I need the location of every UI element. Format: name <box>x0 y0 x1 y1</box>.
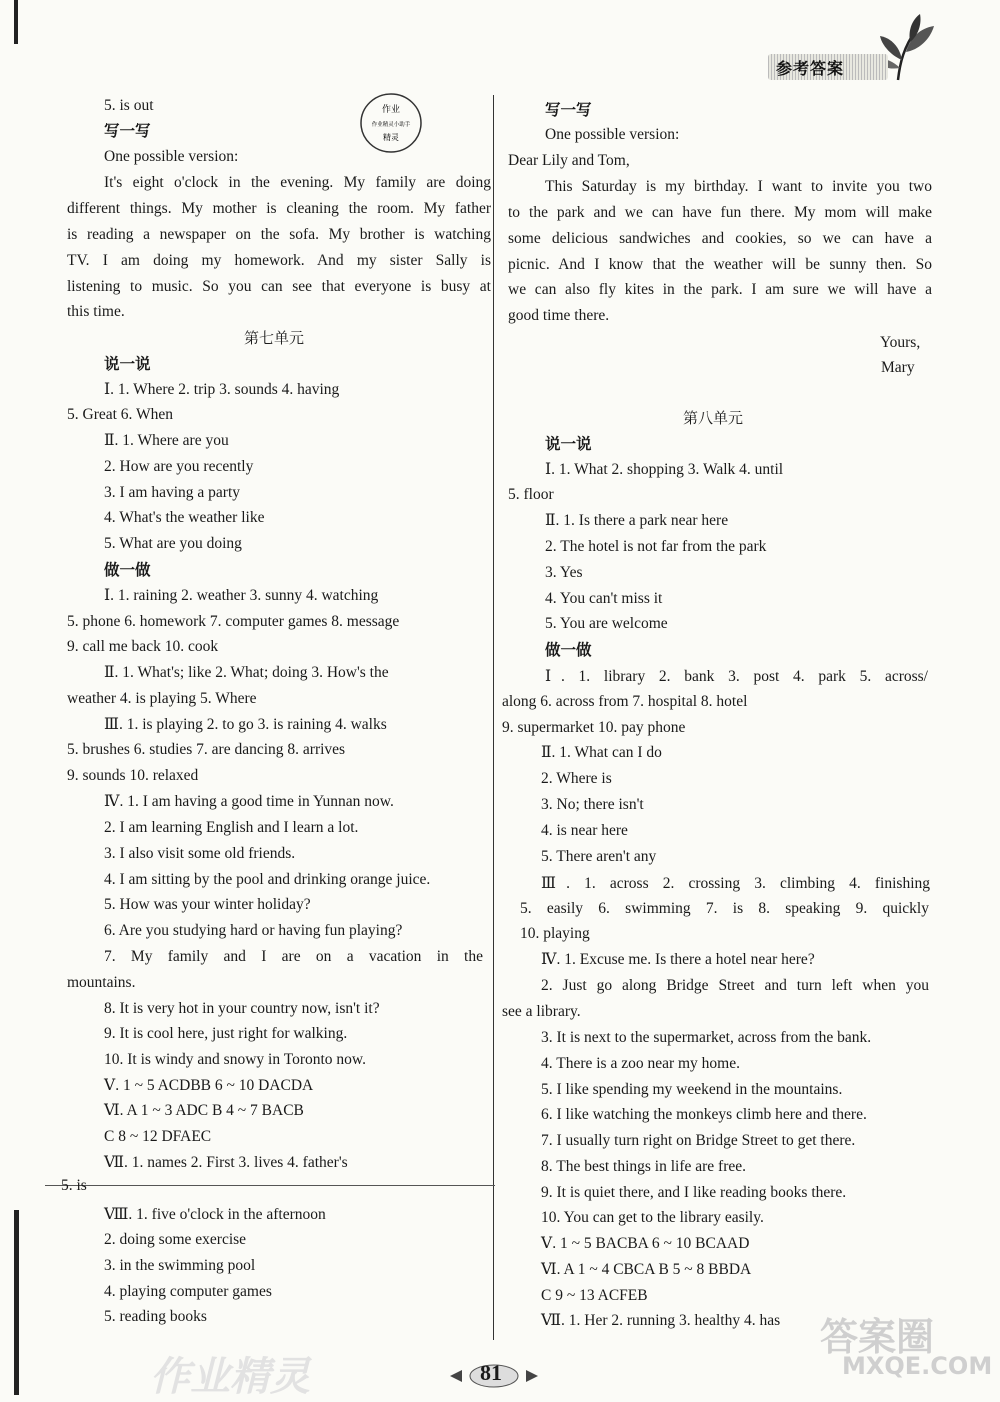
answer-line: 3. It is next to the supermarket, across from the bank. <box>541 1029 872 1046</box>
answer-line: One possible version: <box>545 126 680 143</box>
answer-line: 2. doing some exercise <box>104 1231 247 1248</box>
answer-line: 5. brushes 6. studies 7. are dancing 8. arrives <box>67 741 346 758</box>
answer-line: 9. It is quiet there, and I like reading books there. <box>541 1184 847 1201</box>
column-divider <box>493 95 494 1340</box>
answer-line: mountains. <box>67 974 136 991</box>
unit-heading: 第八单元 <box>683 409 744 427</box>
answer-line: 4. You can't miss it <box>545 590 663 607</box>
answer-line: Ⅴ. 1 ~ 5 ACDBB 6 ~ 10 DACDA <box>104 1077 314 1094</box>
answer-line: 3. No; there isn't <box>541 796 644 813</box>
answer-line: 4. playing computer games <box>104 1283 272 1300</box>
answer-line: 9. supermarket 10. pay phone <box>502 719 686 736</box>
svg-text:作业精灵小助手: 作业精灵小助手 <box>371 122 411 128</box>
answer-line: weather 4. is playing 5. Where <box>67 690 257 707</box>
answer-line: Ⅲ. 1. across 2. crossing 3. climbing 4. finishing <box>541 875 930 892</box>
paragraph-line: this time. <box>67 303 125 320</box>
answer-line: Ⅱ. 1. Where are you <box>104 432 229 449</box>
answer-line: 5. is <box>61 1177 87 1194</box>
svg-text:精灵: 精灵 <box>383 133 399 142</box>
section-heading: 写一写 <box>545 101 592 119</box>
answer-line: 2. Just go along Bridge Street and turn left when you <box>541 977 929 994</box>
badge-title: 参考答案 <box>776 59 845 78</box>
letter-signature: Mary <box>881 359 915 376</box>
answer-line: C 9 ~ 13 ACFEB <box>541 1287 648 1304</box>
answer-line: 5. You are welcome <box>545 615 668 632</box>
section-heading: 说一说 <box>104 355 151 373</box>
answer-line: 5. Great 6. When <box>67 406 174 423</box>
answer-line: Ⅰ. 1. Where 2. trip 3. sounds 4. having <box>104 381 340 398</box>
paragraph-line: is reading a newspaper on the sofa. My brother is watching <box>67 226 491 243</box>
answer-line: 9. sounds 10. relaxed <box>67 767 199 784</box>
watermark-text: 作业精灵 <box>150 1354 310 1400</box>
answer-line: 2. The hotel is not far from the park <box>545 538 767 555</box>
answer-line: 6. Are you studying hard or having fun playing? <box>104 922 403 939</box>
answer-line: Ⅵ. A 1 ~ 4 CBCA B 5 ~ 8 BBDA <box>541 1261 752 1278</box>
answer-line: Ⅷ. 1. five o'clock in the afternoon <box>104 1206 326 1223</box>
scan-edge-mark <box>14 0 18 44</box>
paragraph-line: different things. My mother is cleaning the room. My father <box>67 200 491 217</box>
answer-line: 10. playing <box>520 925 590 942</box>
answer-line: Ⅳ. 1. I am having a good time in Yunnan now. <box>104 793 394 810</box>
answer-line: Ⅶ. 1. Her 2. running 3. healthy 4. has <box>541 1312 781 1329</box>
page-number: 81 <box>480 1360 502 1385</box>
answer-line: Ⅰ. 1. What 2. shopping 3. Walk 4. until <box>545 461 784 478</box>
section-heading: 做一做 <box>104 561 151 579</box>
answer-line: 4. I am sitting by the pool and drinking orange juice. <box>104 871 431 888</box>
answer-line: 8. The best things in life are free. <box>541 1158 747 1175</box>
paragraph-line: picnic. And I know that the weather will be sunny then. So <box>508 256 932 273</box>
answer-line: 5. I like spending my weekend in the mountains. <box>541 1081 843 1098</box>
section-heading: 写一写 <box>104 122 151 140</box>
watermark-url: MXQE.COM <box>842 1352 993 1380</box>
answer-line: 9. It is cool here, just right for walking. <box>104 1025 348 1042</box>
answer-line: 3. Yes <box>545 564 583 581</box>
paragraph-line: good time there. <box>508 307 610 324</box>
answer-line: 5. easily 6. swimming 7. is 8. speaking 9. quickly <box>520 900 929 917</box>
answer-line: Ⅱ. 1. Is there a park near here <box>545 512 729 529</box>
answer-line: 7. I usually turn right on Bridge Street to get there. <box>541 1132 856 1149</box>
answer-key-badge <box>768 44 888 80</box>
paragraph-line: some delicious sandwiches and cookies, so we can have a <box>508 230 932 247</box>
answer-line: 5. What are you doing <box>104 535 242 552</box>
answer-line: Ⅳ. 1. Excuse me. Is there a hotel near here? <box>541 951 815 968</box>
answer-line: Ⅵ. A 1 ~ 3 ADC B 4 ~ 7 BACB <box>104 1102 304 1119</box>
page-number-badge <box>446 1358 542 1388</box>
letter-salutation: Dear Lily and Tom, <box>508 152 630 169</box>
section-heading: 做一做 <box>545 641 592 659</box>
answer-line: Ⅶ. 1. names 2. First 3. lives 4. father's <box>104 1154 348 1171</box>
answer-line: Ⅲ. 1. is playing 2. to go 3. is raining 4. walks <box>104 716 387 733</box>
answer-line: see a library. <box>502 1003 581 1020</box>
svg-text:作业: 作业 <box>381 105 401 115</box>
paragraph-line: listening to music. So you can see that everyone is busy at <box>67 278 491 295</box>
footnote-rule <box>45 1185 495 1186</box>
answer-line: 10. It is windy and snowy in Toronto now. <box>104 1051 366 1068</box>
unit-heading: 第七单元 <box>244 329 305 347</box>
answer-line: 6. I like watching the monkeys climb here and there. <box>541 1106 867 1123</box>
answer-line: 5. is out <box>104 97 154 114</box>
answer-line: Ⅰ. 1. raining 2. weather 3. sunny 4. watching <box>104 587 379 604</box>
answer-line: Ⅱ. 1. What can I do <box>541 744 662 761</box>
paragraph-line: TV. I am doing my homework. And my sister Sally is <box>67 252 491 269</box>
answer-line: 5. There aren't any <box>541 848 657 865</box>
answer-line: 4. What's the weather like <box>104 509 265 526</box>
answer-line: 5. phone 6. homework 7. computer games 8. message <box>67 613 400 630</box>
answer-line: Ⅱ. 1. What's; like 2. What; doing 3. How's the <box>104 664 389 681</box>
scan-edge-mark <box>14 1210 19 1395</box>
answer-line: 5. floor <box>508 486 554 503</box>
answer-line: C 8 ~ 12 DFAEC <box>104 1128 212 1145</box>
answer-line: 3. in the swimming pool <box>104 1257 256 1274</box>
section-heading: 说一说 <box>545 435 592 453</box>
answer-line: 10. You can get to the library easily. <box>541 1209 764 1226</box>
watermark-logo: 答案圈 <box>820 1315 935 1359</box>
answer-line: 2. I am learning English and I learn a lot. <box>104 819 359 836</box>
paragraph-line: we can also fly kites in the park. I am sure we will have a <box>508 281 932 298</box>
answer-line: 3. I am having a party <box>104 484 241 501</box>
answer-line: 2. How are you recently <box>104 458 254 475</box>
answer-line: 5. reading books <box>104 1308 207 1325</box>
paragraph-line: It's eight o'clock in the evening. My family are doing <box>104 174 491 191</box>
answer-line: 2. Where is <box>541 770 612 787</box>
answer-line: 3. I also visit some old friends. <box>104 845 296 862</box>
answer-line: along 6. across from 7. hospital 8. hotel <box>502 693 748 710</box>
paragraph-line: This Saturday is my birthday. I want to invite you two <box>545 178 932 195</box>
answer-line: 5. How was your winter holiday? <box>104 896 311 913</box>
answer-line: 4. There is a zoo near my home. <box>541 1055 740 1072</box>
answer-line: 9. call me back 10. cook <box>67 638 219 655</box>
stamp-seal <box>358 90 424 156</box>
paragraph-line: to the park and we can have fun there. My mom will make <box>508 204 932 221</box>
answer-line: 7. My family and I are on a vacation in the <box>104 948 483 965</box>
letter-closing: Yours, <box>880 334 921 351</box>
answer-line: Ⅰ. 1. library 2. bank 3. post 4. park 5. across/ <box>545 668 928 685</box>
answer-line: One possible version: <box>104 148 239 165</box>
answer-line: 4. is near here <box>541 822 628 839</box>
answer-line: Ⅴ. 1 ~ 5 BACBA 6 ~ 10 BCAAD <box>541 1235 750 1252</box>
answer-line: 8. It is very hot in your country now, isn't it? <box>104 1000 380 1017</box>
